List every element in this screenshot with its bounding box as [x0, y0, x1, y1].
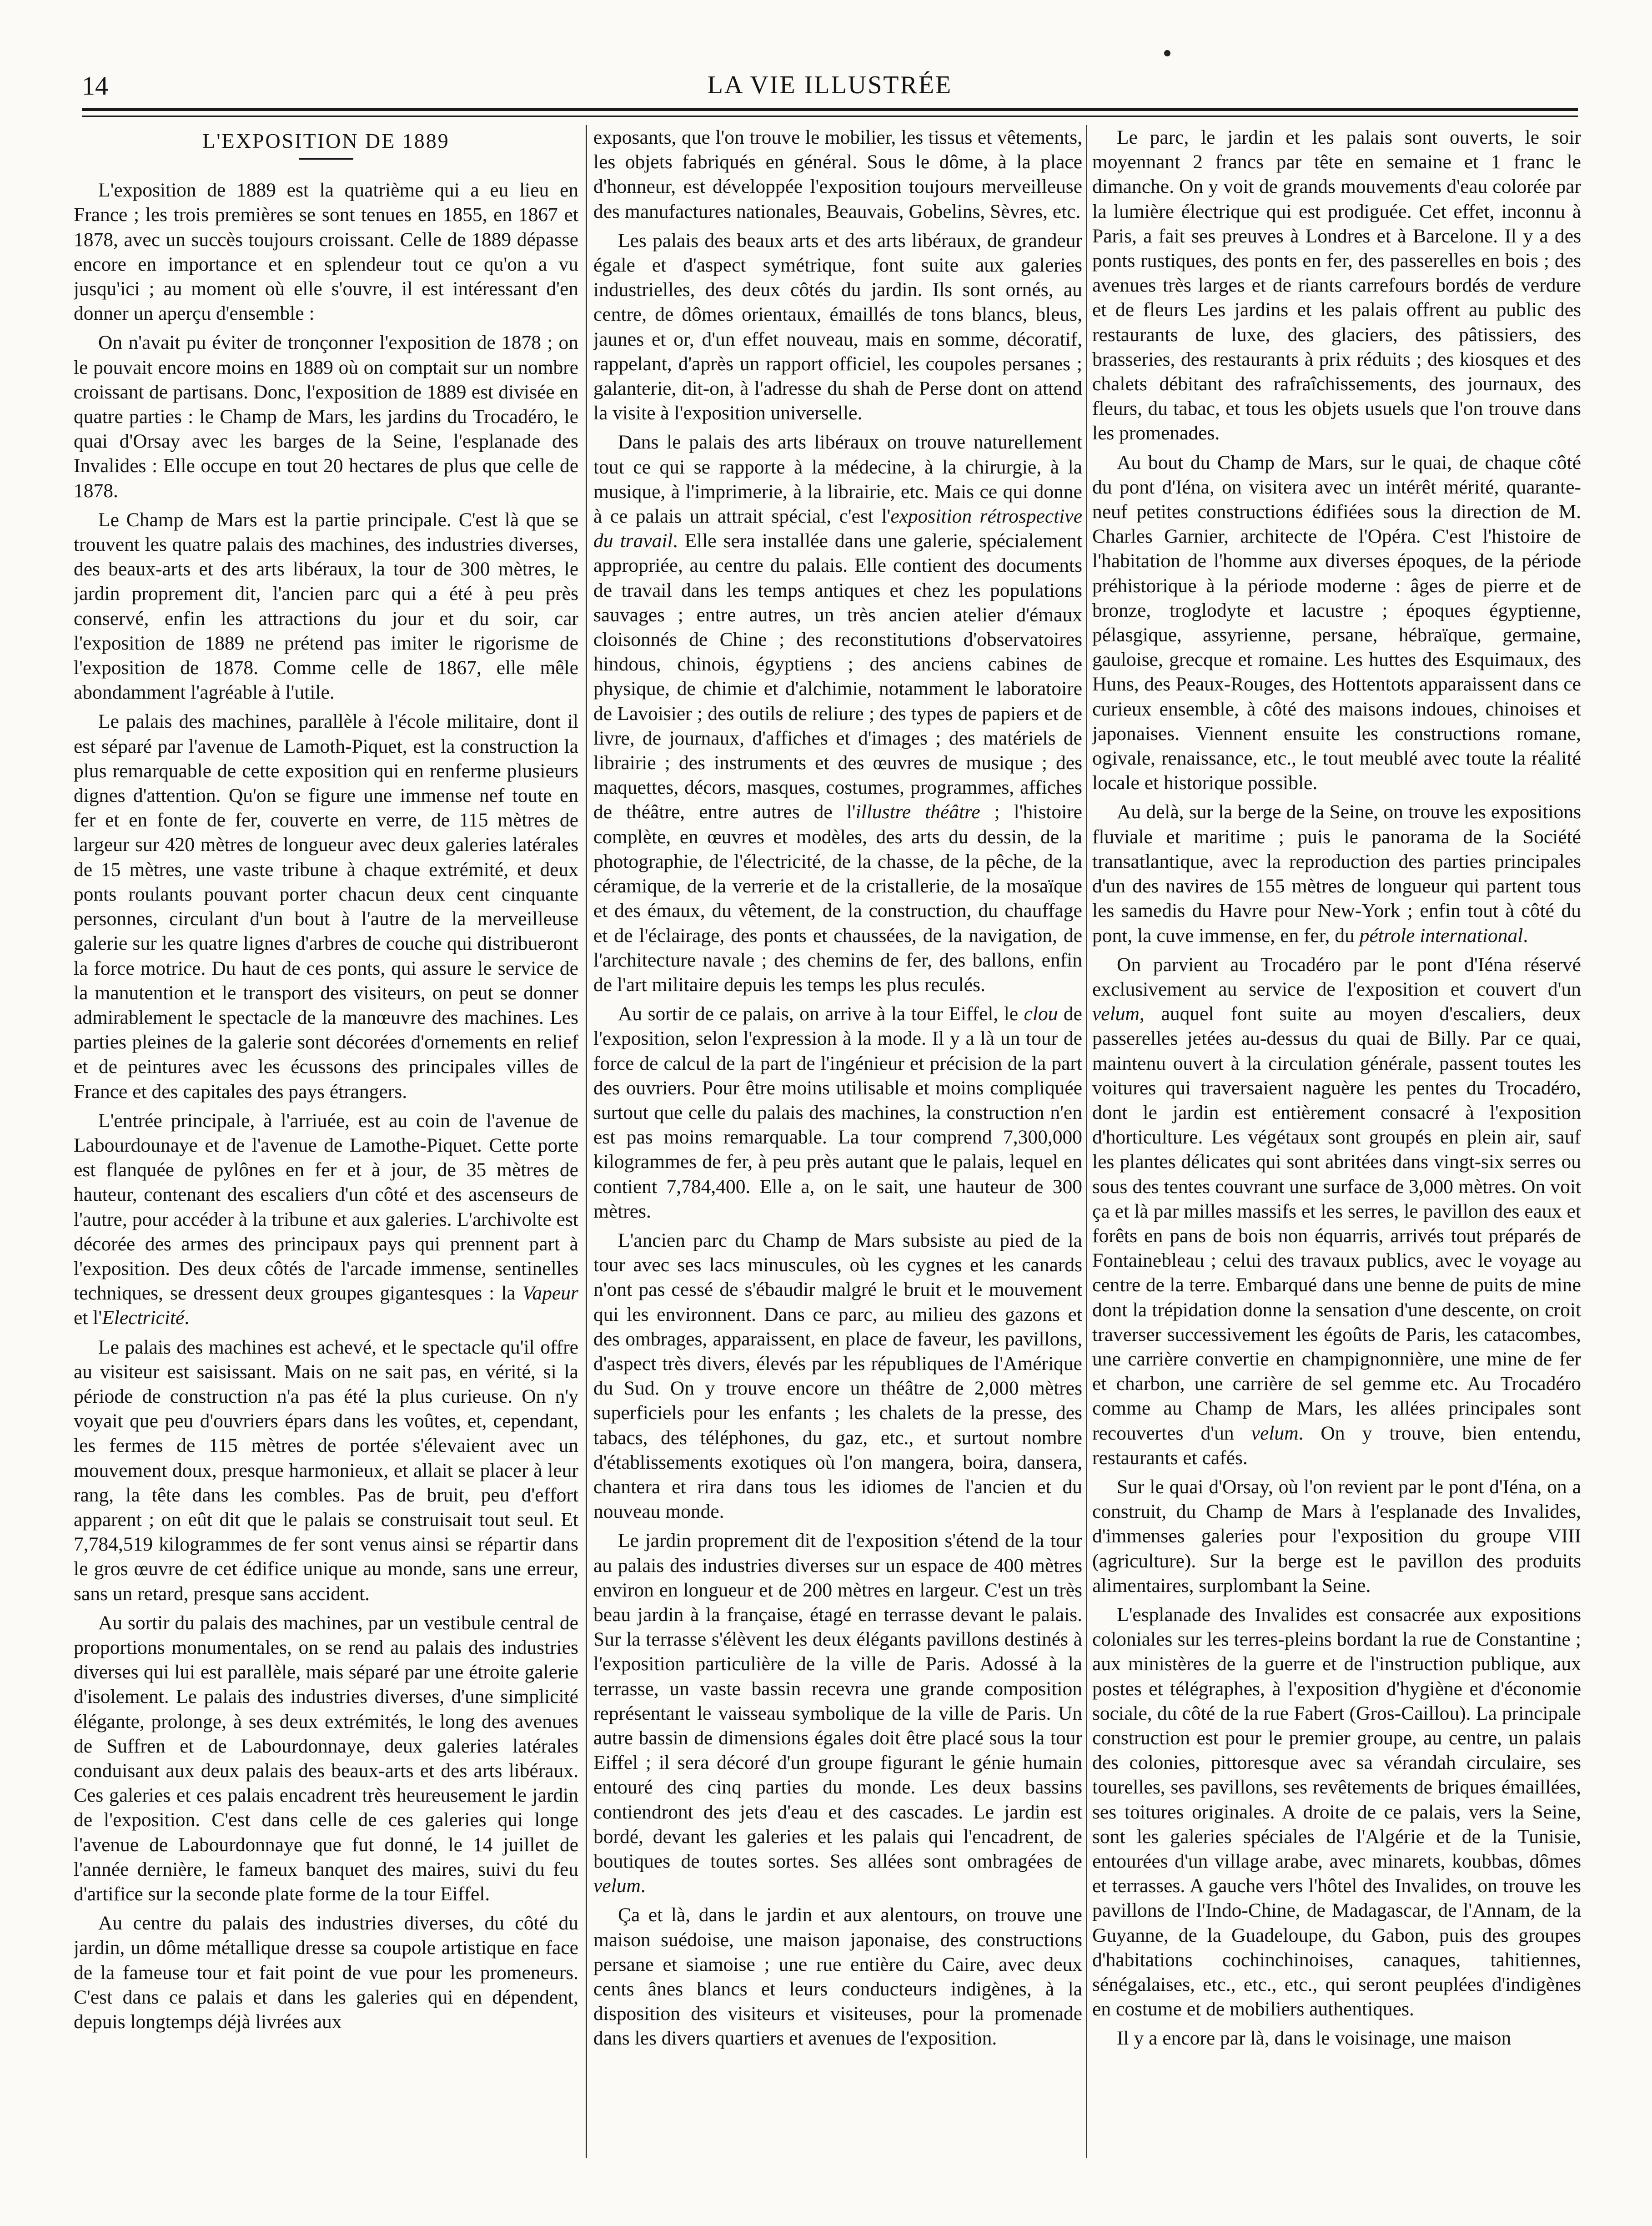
paragraph: [74, 1108, 578, 1330]
paragraph: [1092, 952, 1581, 1470]
article-title: L'EXPOSITION DE 1889: [202, 129, 450, 152]
paragraph-text: et l': [74, 1307, 102, 1329]
paragraph-text: Le jardin proprement dit de l'exposition s'étend de la tour au palais des industries diverses sur un espace de 400 mètres environ en longueur et de 200 mètres en largeur. C'est un très beau jardin à la française, étagé en terrasse devant le palais. Sur la terrasse s'élèvent les deux élégants pavillons destinés à l'exposition particulière de la ville de Paris. Adossé à la terrasse, un vaste bassin recevra une grande composition représentant le vaisseau symbolique de la ville de Paris. Un autre bassin de dimensions égales doit être placé sous la tour Eiffel ; il sera décoré d'un groupe figurant le génie humain entouré des cinq parties du monde. Les deux bassins contiendront des jets d'eau et des cascades. Le jardin est bordé, devant les galeries et les palais qui l'encadrent, de boutiques de toutes sortes. Ses allées sont ombragées de: [593, 1530, 1082, 1873]
italic-text: velum: [593, 1875, 641, 1897]
paragraph-text: Au centre du palais des industries diverses, du côté du jardin, un dôme métallique dresse sa coupole artistique en face de la fameuse tour et fait point de vue pour les promeneurs. C'est dans ce palais et dans les galeries qui en dépendent, depuis longtemps déjà livrées aux: [74, 1912, 578, 2033]
paragraph: [1092, 450, 1581, 796]
title-rule: [299, 158, 353, 160]
italic-text: velum: [1251, 1422, 1299, 1444]
paragraph-text: L'entrée principale, à l'arriuée, est au coin de l'avenue de Labourdounaye et de l'avenue de Lamothe-Piquet. Cette porte est flanquée de pylônes en fer et à jour, de 35 mètres de hauteur, contenant des escaliers d'un côté et des ascenseurs de l'autre, pour accéder à la tribune et aux galeries. L'archivolte est décorée des armes des principaux pays qui prennent part à l'exposition. Des deux côtés de l'arcade immense, sentinelles techniques, se dressent deux groupes gigantesques : la: [74, 1109, 578, 1304]
paragraph-text: de l'exposition, selon l'expression à la mode. Il y a là un tour de force de calcul de la part de l'ingénieur et précision de la part des ouvriers. Pour être moins utilisable et moins compliquée surtout que celle du palais des machines, la construction n'en est pas moins remarquable. La tour comprend 7,300,000 kilogrammes de fer, à peu près autant que le palais, lequel en contient 7,784,400. Elle a, on le sait, une hauteur de 300 mètres.: [593, 1003, 1082, 1222]
paragraph: [1092, 2026, 1581, 2050]
paragraph-text: Le parc, le jardin et les palais sont ouverts, le soir moyennant 2 francs par tête en semaine et 1 franc le dimanche. On y voit de grands mouvements d'eau colorée par la lumière électrique qui est prodiguée. Cet effet, inconnu à Paris, a fait ses preuves à Londres et à Barcelone. Il y a des ponts rustiques, des ponts en fer, des passerelles en bois ; des avenues très larges et de riants carrefours bordés de verdure et de fleurs Les jardins et les palais offrent au public des restaurants de luxe, des glaciers, des pâtissiers, des brasseries, des restaurants à prix réduits ; des kiosques et des chalets débitant des rafraîchissements, des journaux, des fleurs, du tabac, et tous les objets usuels que l'on trouve dans les promenades.: [1092, 126, 1581, 444]
italic-text: illustre théâtre: [855, 801, 980, 823]
paragraph: [74, 508, 578, 705]
header-rule-thin: [82, 116, 1578, 117]
column-divider-2: [1086, 125, 1087, 2158]
running-title: LA VIE ILLUSTRÉE: [707, 71, 953, 99]
header-rule-thick: [82, 108, 1578, 111]
paragraph-text: Au bout du Champ de Mars, sur le quai, de chaque côté du pont d'Iéna, on visitera avec un intérêt mérité, quarante-neuf petites constructions édifiées sous la direction de M. Charles Garnier, architecte de l'Opéra. C'est l'histoire de l'habitation de l'homme aux diverses époques, de la période préhistorique à la période moderne : âges de pierre et de bronze, troglodyte et lacustre ; époques égyptienne, pélasgique, assyrienne, persane, hébraïque, germaine, gauloise, grecque et romaine. Les huttes des Esquimaux, des Huns, des Peaux-Rouges, des Hottentots apparaissent dans ce curieux ensemble, à côté des maisons indoues, chinoises et japonaises. Viennent ensuite les constructions romane, ogivale, renaissance, etc., le tout meublé avec toute la réalité locale et historique possible.: [1092, 451, 1581, 794]
paragraph: [1092, 125, 1581, 446]
paragraph-text: . On y trouve, bien entendu, restaurants et cafés.: [1092, 1422, 1581, 1469]
paragraph-text: .: [184, 1307, 190, 1329]
paragraph-text: Au sortir de ce palais, on arrive à la tour Eiffel, le: [618, 1003, 1024, 1025]
paragraph-text: Au sortir du palais des machines, par un vestibule central de proportions monumentales, on se rend au palais des industries diverses qui lui est parallèle, mais séparé par une étroite galerie d'isolement. Le palais des industries diverses, d'une simplicité élégante, prolonge, à ses deux extrémités, le long des avenues de Suffren et de Labourdonnaye, deux galeries latérales conduisant aux deux palais des beaux-arts et des arts libéraux. Ces galeries et ces palais encadrent très heureusement le jardin de l'exposition. C'est dans celle de ces galeries qui longe l'avenue de Labourdonnaye que fut donné, le 14 juillet de l'année dernière, le fameux banquet des maires, suivi du feu d'artifice sur la seconde plate forme de la tour Eiffel.: [74, 1612, 578, 1905]
column-3: [1092, 125, 1581, 2199]
page-header: [82, 71, 1578, 107]
paragraph-text: L'ancien parc du Champ de Mars subsiste au pied de la tour avec ses lacs minuscules, où les cygnes et les canards n'ont pas cessé de s'ébaudir malgré le bruit et le mouvement qui les environnent. Dans ce parc, au milieu des gazons et des ombrages, apparaissent, en place de faveur, les pavillons, d'aspect très divers, élevés par les républiques de l'Amérique du Sud. On y trouve encore un théâtre de 2,000 mètres superficiels pour les enfants ; les chalets de la presse, des tabacs, des téléphones, du gaz, etc., et surtout nombre d'établissements exotiques où l'on mangera, boira, dansera, chantera et rira dans tous les idiomes de l'ancien et du nouveau monde.: [593, 1229, 1082, 1523]
paragraph-text: Le palais des machines est achevé, et le spectacle qu'il offre au visiteur est saisissant. Mais on ne sait pas, en vérité, si la période de construction n'a pas été la plus curieuse. On n'y voyait que peu d'ouvriers épars dans les voûtes, et, cependant, les fermes de 115 mètres de portée s'élevaient avec un mouvement doux, presque harmonieux, et allait se placer à leur rang, la tête dans les combles. Pas de bruit, peu d'effort apparent ; on eût dit que le palais se construisait tout seul. Et 7,784,519 kilogrammes de fer sont venus ainsi se répartir dans le gros œuvre de cet édifice unique au monde, sans une erreur, sans un retard, presque sans accident.: [74, 1336, 578, 1605]
italic-text: Vapeur: [522, 1282, 578, 1304]
paragraph-text: Ça et là, dans le jardin et aux alentours, on trouve une maison suédoise, une maison japonaise, des constructions persane et siamoise ; une rue entière du Caire, avec deux cents ânes blancs et leurs conducteurs indigènes, à la disposition des visiteurs et visiteuses, pour la promenade dans les divers quartiers et avenues de l'exposition.: [593, 1904, 1082, 2050]
page-number: 14: [82, 71, 108, 101]
paragraph-text: . Elle sera installée dans une galerie, spécialement appropriée, au centre du palais. Elle contient des documents de travail dans les temps antiques et chez les populations sauvages ; entre autres, un très ancien atelier d'émaux cloisonnés de Chine ; des reconstitutions d'observatoires hindous, chinois, égyptiens ; des anciens cabines de physique, de chimie et d'alchimie, notamment le laboratoire de Lavoisier ; des outils de reliure ; des types de papiers et de livre, de journaux, d'affiches et d'images ; des matériels de librairie ; des instruments et des œuvres de musique ; des maquettes, décors, masques, costumes, programmes, affiches de théâtre, entre autres de l': [593, 530, 1082, 823]
paragraph-text: Dans le palais des arts libéraux on trouve naturellement tout ce qui se rapporte à la médecine, à la chirurgie, à la musique, à l'imprimerie, à la librairie, etc. Mais ce qui donne à ce palais un attrait spécial, c'est l': [593, 431, 1082, 528]
paragraph: [593, 1228, 1082, 1524]
column-divider-1: [586, 125, 587, 2158]
column-1: [74, 125, 578, 2199]
paragraph-text: Sur le quai d'Orsay, où l'on revient par le pont d'Iéna, on a construit, du Champ de Mars à l'esplanade des Invalides, d'immenses galeries pour l'exposition du groupe VIII (agriculture). Sur la berge est le pavillon des produits alimentaires, surplombant la Seine.: [1092, 1476, 1581, 1596]
italic-text: velum: [1092, 1003, 1140, 1025]
paragraph-text: Au delà, sur la berge de la Seine, on trouve les expositions fluviale et maritime ; puis le panorama de la Société transatlantique, avec la reproduction des parties principales d'un des navires de 155 mètres de longueur qui partent tous les samedis du Havre pour New-York ; enfin tout à côté du pont, la cuve immense, en fer, du: [1092, 801, 1581, 947]
paragraph: [593, 125, 1082, 224]
paragraph-text: On parvient au Trocadéro par le pont d'Iéna réservé exclusivement au service de l'exposition et couvert d'un: [1092, 953, 1581, 1000]
paragraph-text: L'exposition de 1889 est la quatrième qui a eu lieu en France ; les trois premières se sont tenues en 1855, en 1867 et 1878, avec un succès toujours croissant. Celle de 1889 dépasse encore en importance et en splendeur tout ce qu'on a vu jusqu'ici ; au moment où elle s'ouvre, il est intéressant d'en donner un aperçu d'ensemble :: [74, 179, 578, 325]
paragraph: [74, 1335, 578, 1606]
paragraph-text: .: [1523, 924, 1528, 947]
paragraph: [593, 1903, 1082, 2050]
italic-text: Electricité: [102, 1307, 185, 1329]
paragraph: [593, 228, 1082, 426]
paragraph-text: Le palais des machines, parallèle à l'école militaire, dont il est séparé par l'avenue de Lamoth-Piquet, est la construction la plus remarquable de cette exposition qui en renferme plusieurs dignes d'attention. Qu'on se figure une immense nef toute en fer et en fonte de fer, couverte en verre, de 115 mètres de largeur sur 420 mètres de longueur avec deux galeries latérales de 15 mètres, une vaste tribune à chaque extrémité, et deux ponts roulants pouvant porter chacun deux cent cinquante personnes, circulant d'un bout à l'autre de la merveilleuse galerie sur les quatre lignes d'arbres de couche qui distribueront la force motrice. Du haut de ces ponts, qui assure le service de la manutention et le transport des visiteurs, on peut se donner admirablement le spectacle de la manœuvre des machines. Les parties pleines de la galerie sont décorées d'ornements en relief et de peintures avec les écussons des principales villes de France et des capitales des pays étrangers.: [74, 710, 578, 1103]
italic-text: exposition rétrospective du travail: [593, 505, 1082, 552]
paragraph-text: L'esplanade des Invalides est consacrée aux expositions coloniales sur les terres-pleins bordant la rue de Constantine ; aux ministères de la guerre et de l'instruction publique, aux postes et télégraphes, à l'exposition d'hygiène et d'économie sociale, du côté de la rue Fabert (Gros-Caillou). La principale construction est pour le premier groupe, au centre, un palais des colonies, pittoresque avec sa vérandah circulaire, ses tourelles, ses pavillons, ses revêtements de briques émaillées, ses toitures originales. A droite de ce palais, vers la Seine, sont les galeries spéciales de l'Algérie et de la Tunisie, entourées d'un village arabe, avec minarets, koubbas, dômes et terrasses. A gauche vers l'hôtel des Invalides, on trouve les pavillons de l'Indo-Chine, de Madagascar, de l'Annam, de la Guyanne, de la Guadeloupe, du Gabon, puis des groupes d'habitations cochinchinoises, canaques, tahitiennes, sénégalaises, etc., etc., etc., qui seront peuplées d'indigènes en costume et de mobiliers authentiques.: [1092, 1603, 1581, 2020]
paragraph: [74, 1611, 578, 1906]
paragraph: [74, 1911, 578, 2034]
ink-speck: [1164, 50, 1170, 56]
italic-text: clou: [1024, 1003, 1058, 1025]
paragraph: [1092, 1475, 1581, 1598]
paragraph-text: .: [640, 1875, 646, 1897]
paragraph: [593, 1002, 1082, 1224]
paragraph: [74, 330, 578, 503]
paragraph-text: Les palais des beaux arts et des arts libéraux, de grandeur égale et d'aspect symétrique, font suite aux galeries industrielles, des deux côtés du jardin. Ils sont ornés, au centre, de dômes orientaux, émaillés de tons blancs, bleus, jaunes et or, d'un effet nouveau, mais en somme, décoratif, rappelant, d'après un rapport officiel, les coupoles persanes ; galanterie, dit-on, à l'adresse du shah de Perse dont on attend la visite à l'exposition universelle.: [593, 229, 1082, 424]
paragraph-text: Le Champ de Mars est la partie principale. C'est là que se trouvent les quatre palais des machines, des industries diverses, des beaux-arts et des arts libéraux, la tour de 300 mètres, le jardin proprement dit, l'ancien parc qui a été à peu près conservé, enfin les attractions du jour et du soir, car l'exposition de 1889 ne prétend pas imiter le rigorisme de l'exposition de 1878. Comme celle de 1867, elle mêle abondamment l'agréable à l'utile.: [74, 509, 578, 704]
paragraph: [593, 1528, 1082, 1898]
paragraph-text: ; l'histoire complète, en œuvres et modèles, des arts du dessin, de la photographie, de l'électricité, de la chasse, de la pêche, de la céramique, de la verrerie et de la cristallerie, de la mosaïque et des émaux, du vêtement, de la construction, du chauffage et de l'éclairage, des ponts et chaussées, de la navigation, de l'architecture navale ; des chemins de fer, des ballons, enfin de l'art militaire depuis les temps les plus reculés.: [593, 801, 1082, 996]
paragraph: [1092, 800, 1581, 947]
paragraph: [1092, 1602, 1581, 2021]
paragraph-text: Il y a encore par là, dans le voisinage, une maison: [1117, 2027, 1511, 2050]
paragraph: [593, 430, 1082, 997]
paragraph: [74, 709, 578, 1103]
paragraph-text: exposants, que l'on trouve le mobilier, les tissus et vêtements, les objets fabriqués en général. Sous le dôme, à la place d'honneur, est développée l'exposition toujours merveilleuse des manufactures nationales, Beauvais, Gobelins, Sèvres, etc.: [593, 126, 1082, 222]
column-2: [593, 125, 1082, 2199]
paragraph-text: On n'avait pu éviter de tronçonner l'exposition de 1878 ; on le pouvait encore moins en 1889 où on comptait sur un nombre croissant de partisans. Donc, l'exposition de 1889 est divisée en quatre parties : le Champ de Mars, les jardins du Trocadéro, le quai d'Orsay avec les barges de la Seine, l'esplanade des Invalides : Elle occupe en tout 20 hectares de plus que celle de 1878.: [74, 332, 578, 502]
italic-text: pétrole international: [1359, 924, 1523, 947]
paragraph: [74, 178, 578, 326]
paragraph-text: , auquel font suite au moyen d'escaliers, deux passerelles jetées au-dessus du quai de Billy. Par ce quai, maintenu ouvert à la circulation générale, passent toutes les voitures qui traversaient naguère les pentes du Trocadéro, dont le jardin est entièrement consacré à l'exposition d'horticulture. Les végétaux sont groupés en plein air, sauf les plantes délicates qui sont abritées dans vingt-six serres ou sous des tentes couvrant une surface de 3,000 mètres. On voit ça et là par milles massifs et les serres, le pavillon des eaux et forêts en pans de bois non équarris, arrivés tout préparés de Fontainebleau ; celui des travaux publics, avec le voyage au centre de la terre. Embarqué dans une benne de puits de mine dont la trépidation donne la sensation d'une descente, on croit traverser successivement les égoûts de Paris, les catacombes, une carrière convertie en champignonnière, une mine de fer et charbon, une carrière de sel gemme etc. Au Trocadéro comme au Champ de Mars, les allées principales sont recouvertes d'un: [1092, 1003, 1581, 1444]
